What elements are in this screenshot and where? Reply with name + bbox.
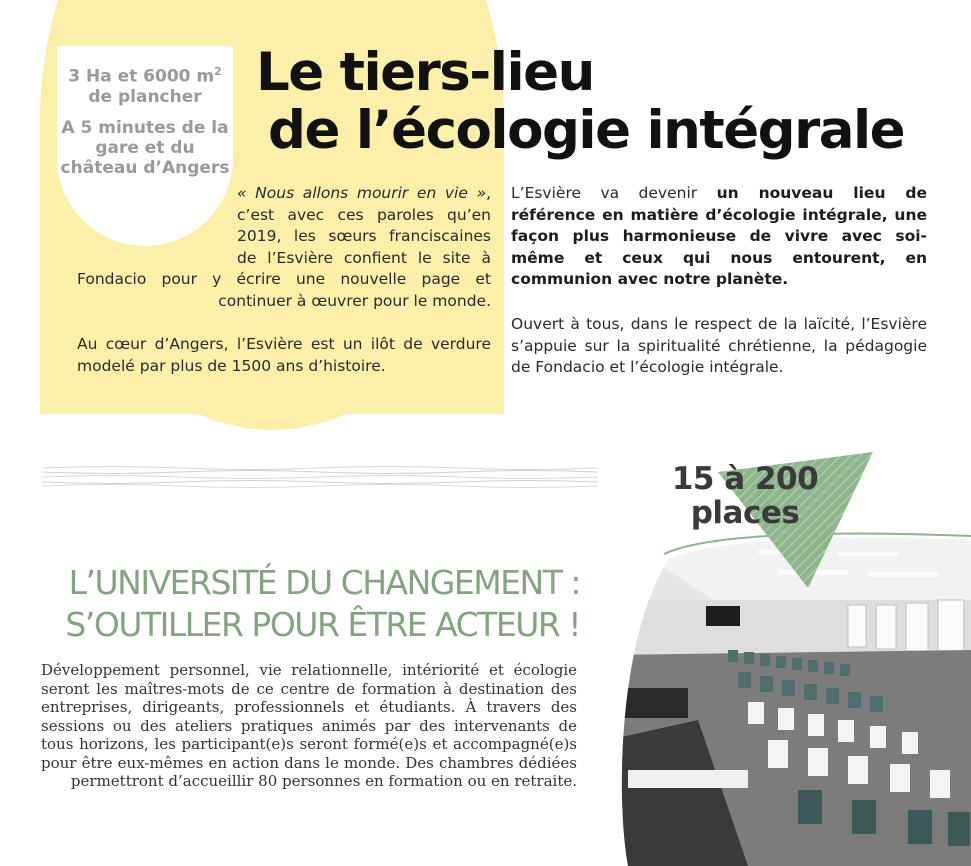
university-body: Développement personnel, vie relationnelle, intériorité et écologie seront les maîtres-mots de ce centre de formation à destination des entreprises, dirigeants, professionnels et étudiants. À travers des sessions ou des ateliers pratiques animés par des intervenants de tous horizons, les participant(e)s seront formé(e)s et accompagné(e)s pour être eux-mêmes en action dans le monde. Des chambres dédiées permettront d’accueillir 80 personnes en formation ou en retraite. <box>41 661 577 790</box>
capacity-line1: 15 à 200 <box>671 461 819 497</box>
area-stat-superscript: 2 <box>214 65 222 78</box>
right-lead-bold: un nouveau lieu de référence en matière d’écologie intégrale, une façon plus harmonieuse de vivre avec soi-même et ceux qui nous entourent, en communion avec notre planète. <box>511 184 927 288</box>
capacity-line2: places <box>690 495 800 531</box>
right-paragraph-2: Ouvert à tous, dans le respect de la laïcité, l’Esvière s’appuie sur la spiritualité chrétienne, la pédagogie de Fondacio et l’écologie intégrale. <box>511 315 927 376</box>
page-title-line1: Le tiers-lieu <box>256 42 594 103</box>
intro-paragraph <box>77 183 491 312</box>
intro-quote-rest: , c’est avec ces paroles qu’en 2019, les sœurs franciscaines de l’Esvière confient le site à Fondacio pour y écrire une nouvelle page et continuer à œuvrer pour le monde. <box>77 184 491 310</box>
right-lead-plain: L’Esvière va devenir <box>511 184 717 202</box>
text-wrap-spacer <box>77 183 237 269</box>
page-title <box>256 44 904 160</box>
intro-paragraph-2: Au cœur d’Angers, l’Esvière est un ilôt de verdure modelé par plus de 1500 ans d’histoire. <box>77 335 491 375</box>
university-title-line1: L’UNIVERSITÉ DU CHANGEMENT : <box>68 563 580 602</box>
right-lead-paragraph <box>511 183 927 291</box>
intro-quote: « Nous allons mourir en vie » <box>237 184 487 202</box>
wavy-lines-icon <box>40 462 600 492</box>
university-title <box>60 562 580 646</box>
area-stat-text: 3 Ha et 6000 m <box>68 66 215 87</box>
page-title-line2: de l’écologie intégrale <box>268 100 905 161</box>
university-title-line2: S’OUTILLER POUR ÊTRE ACTEUR ! <box>65 605 580 644</box>
area-stat-suffix: de plancher <box>88 86 202 107</box>
capacity-label <box>650 462 840 530</box>
photo-content <box>608 530 971 866</box>
location-stat: A 5 minutes de la gare et du château d’Angers <box>60 117 230 178</box>
area-stat <box>57 46 233 107</box>
